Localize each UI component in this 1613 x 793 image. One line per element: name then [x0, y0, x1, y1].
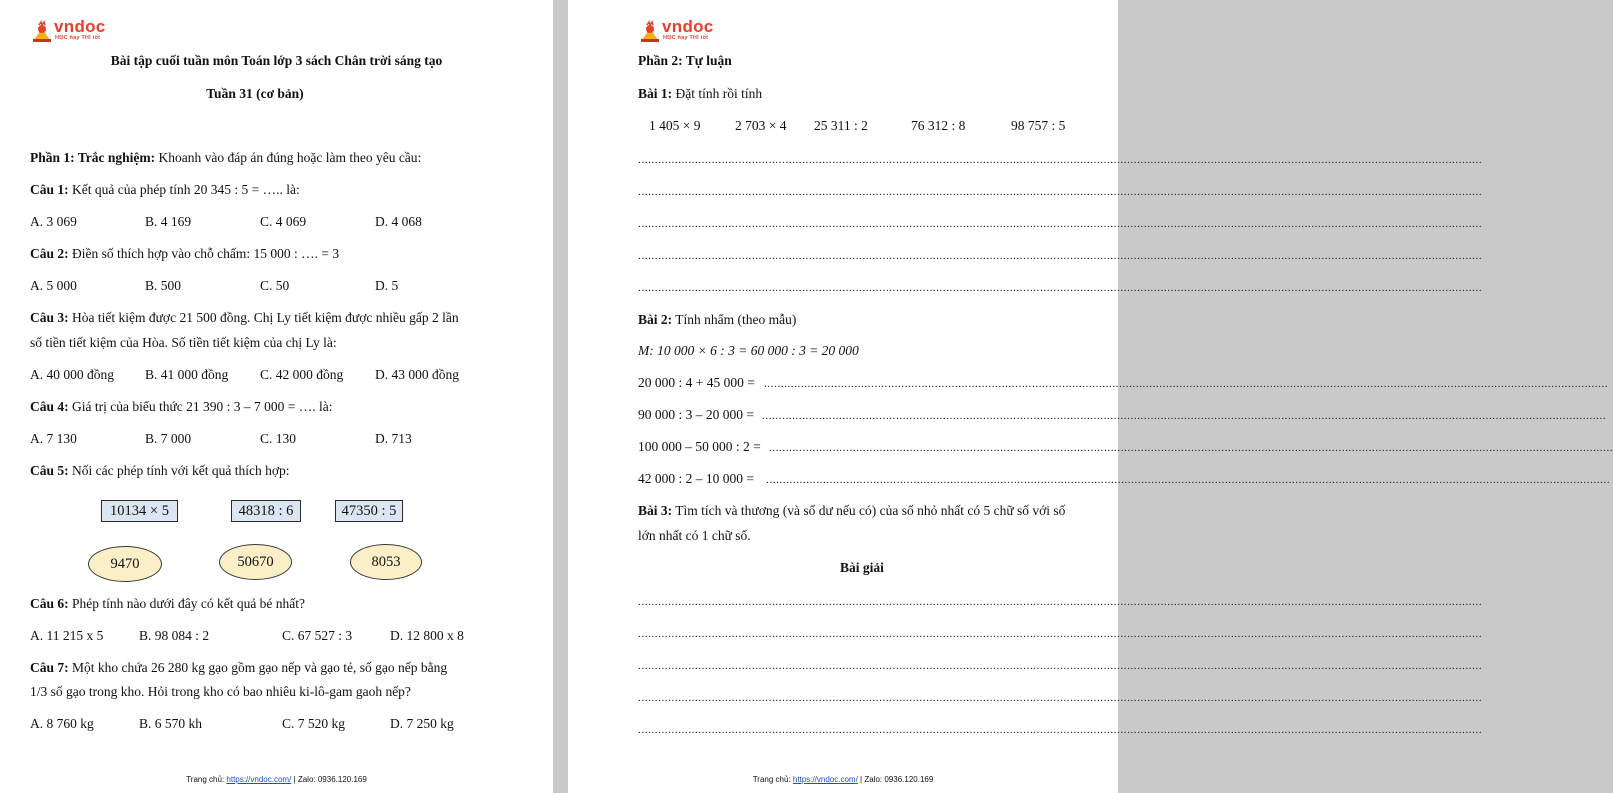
answer-line[interactable]: ............................................................................................................................................................................................................................................................: [638, 692, 1483, 704]
q2-label: Câu 2:: [30, 246, 69, 261]
b3-text-line1: Tìm tích và thương (và số dư nếu có) của số nhỏ nhất có 5 chữ số với số: [675, 503, 1066, 518]
q1-option-d[interactable]: D. 4 068: [375, 214, 422, 229]
q4-text: [30, 399, 333, 415]
logo-brand: vndoc: [662, 17, 714, 36]
q6-text: [30, 596, 305, 612]
q2-option-a[interactable]: A. 5 000: [30, 278, 77, 293]
b1-item-2: 2 703 × 4: [735, 118, 787, 133]
q7-option-c[interactable]: C. 7 520 kg: [282, 716, 346, 731]
b1-item-3: 25 311 : 2: [814, 118, 868, 133]
q5-result-2[interactable]: 50670: [219, 544, 292, 580]
q6-option-a[interactable]: A. 11 215 x 5: [30, 628, 104, 643]
q5-expression-1[interactable]: 10134 × 5: [101, 500, 178, 522]
q7-question-line1: Một kho chứa 26 280 kg gạo gồm gạo nếp và gạo tẻ, số gạo nếp bằng: [72, 660, 448, 675]
q4-option-a[interactable]: A. 7 130: [30, 431, 77, 446]
q5-result-1[interactable]: 9470: [88, 546, 162, 582]
footer-link[interactable]: https://vndoc.com/: [792, 775, 858, 784]
page-left: [0, 0, 553, 793]
footer-right: [568, 775, 1118, 784]
footer-home-label: Trang chủ:: [752, 775, 791, 784]
q1-option-b[interactable]: B. 4 169: [145, 214, 192, 229]
q1-question: Kết quả của phép tính 20 345 : 5 = ….. là:: [72, 182, 300, 197]
vndoc-logo: [638, 17, 728, 46]
q3-text: [30, 310, 459, 326]
b1-item-4: 76 312 : 8: [911, 118, 966, 133]
q4-option-d[interactable]: D. 713: [375, 431, 412, 446]
answer-line[interactable]: ............................................................................................................................................................................................................................................................: [638, 218, 1483, 230]
solution-title: Bài giải: [840, 560, 884, 575]
q7-text: [30, 660, 447, 676]
q1-label: Câu 1:: [30, 182, 69, 197]
part1-label: Phần 1: Trắc nghiệm:: [30, 150, 156, 165]
footer-contact: | Zalo: 0936.120.169: [860, 775, 934, 784]
q5-result-3[interactable]: 8053: [350, 544, 422, 580]
q5-expression-2[interactable]: 48318 : 6: [231, 500, 301, 522]
b2-heading: [638, 312, 796, 328]
answer-line[interactable]: ............................................................................................................................................................................................................................................................: [764, 378, 1609, 390]
page-title: Bài tập cuối tuần môn Toán lớp 3 sách Chân trời sáng tạo: [110, 53, 443, 68]
q6-option-c[interactable]: C. 67 527 : 3: [282, 628, 353, 643]
q6-option-b[interactable]: B. 98 084 : 2: [139, 628, 210, 643]
b1-text: Đặt tính rồi tính: [675, 86, 763, 101]
part2-heading: Phần 2: Tự luận: [638, 53, 732, 68]
b2-line-3: 100 000 – 50 000 : 2 =: [638, 439, 761, 454]
b1-item-1: 1 405 × 9: [649, 118, 701, 133]
b1-label: Bài 1:: [638, 86, 673, 101]
q2-text: [30, 246, 339, 262]
answer-line[interactable]: ............................................................................................................................................................................................................................................................: [638, 250, 1483, 262]
q7-option-a[interactable]: A. 8 760 kg: [30, 716, 94, 731]
q5-expression-3[interactable]: 47350 : 5: [335, 500, 403, 522]
part1-text: Khoanh vào đáp án đúng hoặc làm theo yêu cầu:: [158, 150, 422, 165]
answer-line[interactable]: ............................................................................................................................................................................................................................................................: [638, 660, 1483, 672]
answer-line[interactable]: ............................................................................................................................................................................................................................................................: [638, 628, 1483, 640]
q2-option-b[interactable]: B. 500: [145, 278, 182, 293]
q3-option-d[interactable]: D. 43 000 đồng: [375, 367, 459, 382]
q2-option-c[interactable]: C. 50: [260, 278, 290, 293]
q1-option-a[interactable]: A. 3 069: [30, 214, 77, 229]
q3-question-line1: Hòa tiết kiệm được 21 500 đồng. Chị Ly tiết kiệm được nhiều gấp 2 lần: [72, 310, 459, 325]
logo-tagline: HỌC hay THI tốt: [55, 35, 101, 41]
q4-option-b[interactable]: B. 7 000: [145, 431, 192, 446]
q5-question: Nối các phép tính với kết quả thích hợp:: [72, 463, 290, 478]
logo-brand: vndoc: [54, 17, 106, 36]
b2-example: M: 10 000 × 6 : 3 = 60 000 : 3 = 20 000: [638, 343, 859, 358]
rooster-icon: [638, 20, 662, 44]
q7-label: Câu 7:: [30, 660, 69, 675]
q2-option-d[interactable]: D. 5: [375, 278, 399, 293]
answer-line[interactable]: ............................................................................................................................................................................................................................................................: [766, 474, 1611, 486]
q6-option-d[interactable]: D. 12 800 x 8: [390, 628, 464, 643]
q7-question-line2: 1/3 số gạo trong kho. Hỏi trong kho có bao nhiêu ki-lô-gam gaoh nếp?: [30, 684, 411, 699]
q3-label: Câu 3:: [30, 310, 69, 325]
q1-text: [30, 182, 300, 198]
q1-option-c[interactable]: C. 4 069: [260, 214, 307, 229]
q2-question: Điền số thích hợp vào chỗ chấm: 15 000 : …. = 3: [72, 246, 340, 261]
answer-line[interactable]: ............................................................................................................................................................................................................................................................: [638, 154, 1483, 166]
q4-question: Giá trị của biểu thức 21 390 : 3 – 7 000 = …. là:: [72, 399, 333, 414]
b1-heading: [638, 86, 762, 102]
footer-left: [0, 775, 553, 784]
b3-heading: [638, 503, 1065, 519]
footer-home-label: Trang chủ:: [186, 775, 225, 784]
answer-line[interactable]: ............................................................................................................................................................................................................................................................: [638, 596, 1483, 608]
q5-text: [30, 463, 290, 479]
answer-line[interactable]: ............................................................................................................................................................................................................................................................: [762, 410, 1607, 422]
q4-option-c[interactable]: C. 130: [260, 431, 297, 446]
q4-label: Câu 4:: [30, 399, 69, 414]
logo-tagline: HỌC hay THI tốt: [663, 35, 709, 41]
b2-line-4: 42 000 : 2 – 10 000 =: [638, 471, 754, 486]
q5-label: Câu 5:: [30, 463, 69, 478]
answer-line[interactable]: ............................................................................................................................................................................................................................................................: [769, 442, 1613, 454]
b2-line-1: 20 000 : 4 + 45 000 =: [638, 375, 755, 390]
q3-question-line2: số tiền tiết kiệm của Hòa. Số tiền tiết kiệm của chị Ly là:: [30, 335, 337, 350]
b3-label: Bài 3:: [638, 503, 673, 518]
page-right: [568, 0, 1613, 793]
b2-text: Tính nhẩm (theo mẫu): [675, 312, 797, 327]
page-subtitle: Tuần 31 (cơ bản): [206, 86, 304, 101]
part1-heading: [30, 150, 421, 166]
q7-option-d[interactable]: D. 7 250 kg: [390, 716, 454, 731]
q6-label: Câu 6:: [30, 596, 69, 611]
q7-option-b[interactable]: B. 6 570 kh: [139, 716, 203, 731]
answer-line[interactable]: ............................................................................................................................................................................................................................................................: [638, 282, 1483, 294]
q6-question: Phép tính nào dưới đây có kết quả bé nhất?: [72, 596, 306, 611]
b2-line-2: 90 000 : 3 – 20 000 =: [638, 407, 754, 422]
q3-option-b[interactable]: B. 41 000 đồng: [145, 367, 229, 382]
q3-option-c[interactable]: C. 42 000 đồng: [260, 367, 344, 382]
b1-item-5: 98 757 : 5: [1011, 118, 1066, 133]
b3-text-line2: lớn nhất có 1 chữ số.: [638, 528, 751, 543]
q3-option-a[interactable]: A. 40 000 đồng: [30, 367, 114, 382]
footer-link[interactable]: https://vndoc.com/: [226, 775, 292, 784]
answer-line[interactable]: ............................................................................................................................................................................................................................................................: [638, 186, 1483, 198]
b2-label: Bài 2:: [638, 312, 673, 327]
footer-contact: | Zalo: 0936.120.169: [293, 775, 367, 784]
answer-line[interactable]: ............................................................................................................................................................................................................................................................: [638, 724, 1483, 736]
vndoc-logo: [30, 17, 120, 46]
rooster-icon: [30, 20, 54, 44]
